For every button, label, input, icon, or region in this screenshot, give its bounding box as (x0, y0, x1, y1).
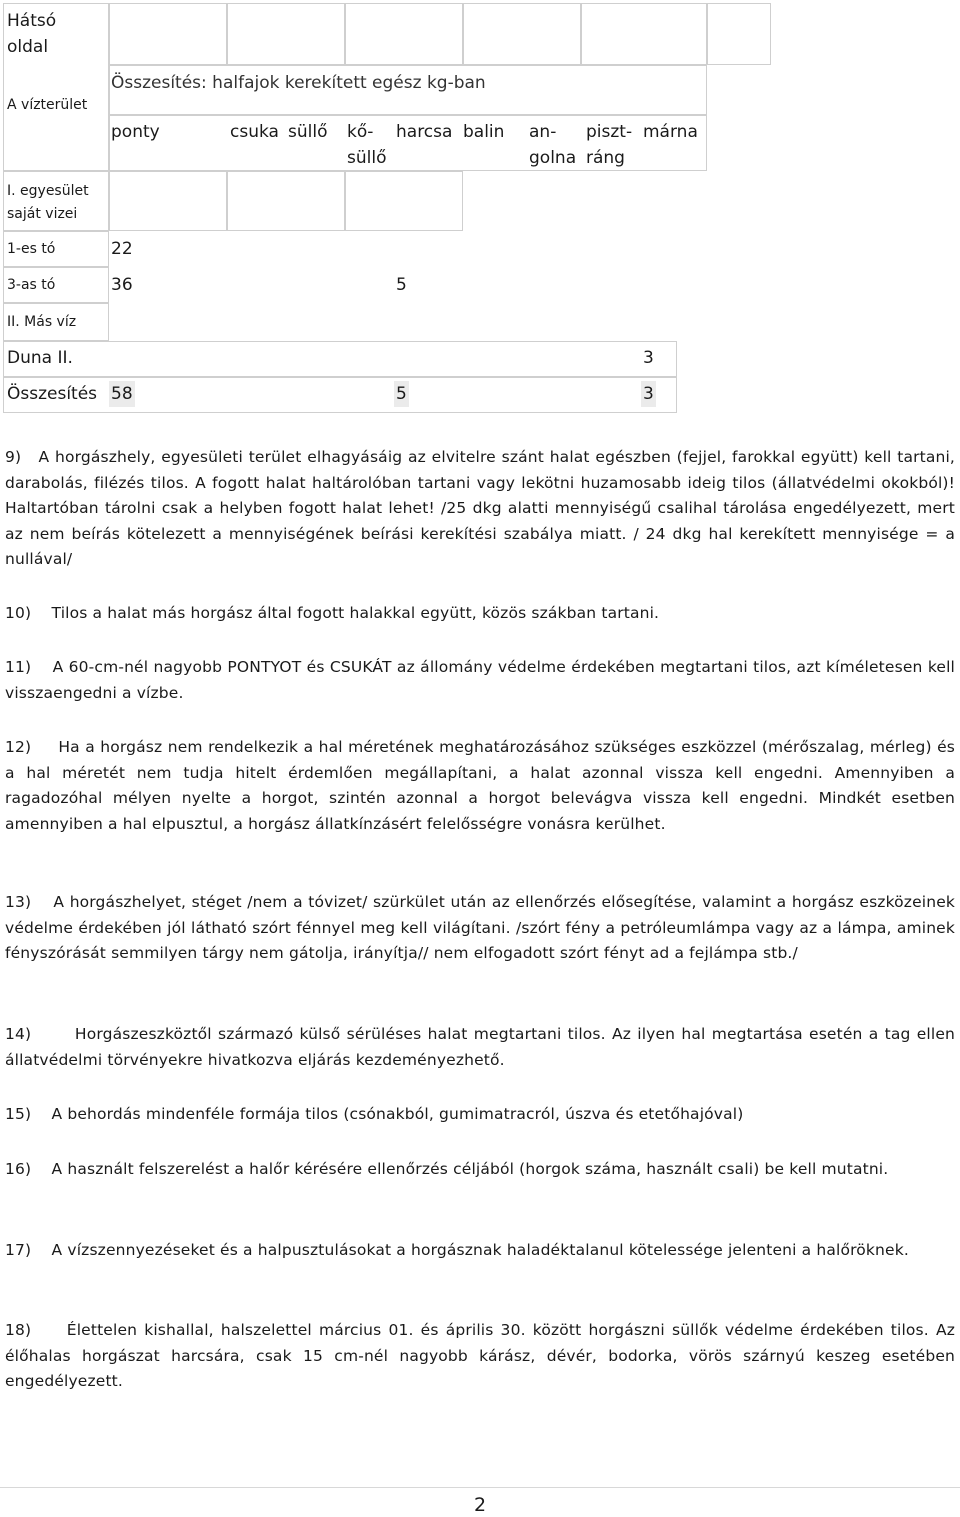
row-cell (3, 341, 677, 377)
species-balin: balin (463, 122, 505, 142)
value-lake3-harcsa: 5 (396, 275, 407, 295)
column-label-water-area: A vízterület (7, 97, 88, 113)
rule-13 (5, 890, 955, 967)
value-lake3-ponty: 36 (111, 275, 133, 295)
species-kosullo: kő-süllő (347, 122, 387, 168)
rule-14 (5, 1022, 955, 1073)
rule-text: Élettelen kishallal, halszelettel március 01. és április 30. között horgászni süllők védelme érdekében tilos. Az élőhalas horgászat harcsára, csak 15 cm-nél nagyobb kárász, dévér, bodorka, vörös szárnyú keszeg esetében engedélyezett. (5, 1321, 955, 1390)
rule-9 (5, 445, 955, 573)
rule-number: 17) (5, 1241, 32, 1259)
rule-number: 11) (5, 658, 32, 676)
rule-16 (5, 1157, 955, 1183)
rule-10 (5, 601, 955, 627)
header-cell-title (109, 3, 227, 65)
rule-18 (5, 1318, 955, 1395)
rule-text: A horgászhely, egyesületi terület elhagyásáig az elvitelre szánt halat egészben (fejjel, farokkal együtt) kell tartani, darabolás, filézés tilos. A fogott halat haltárolóban tartani vagy lekötni huzamosabb ideig tilos (állatvédelmi okokból)! Haltartóban tárolni csak a helyben fogott halat lehet! /25 dkg alatti mennyiségű csalihal tárolása engedélyezett, mert az nem beírás kötelezett a mennyiségének beírási kerekítési szabálya miatt. / 24 dkg hal kerekített mennyisége = a nullával/ (5, 448, 956, 568)
row-label-duna: Duna II. (7, 348, 73, 368)
row-label-other-water: II. Más víz (7, 314, 77, 330)
header-cell-blank (227, 3, 345, 65)
species-sullo: süllő (288, 122, 328, 142)
rule-number: 9) (5, 448, 22, 466)
row-label-lake-1: 1-es tó (7, 241, 56, 257)
row-label-total: Összesítés (7, 384, 98, 404)
rule-15 (5, 1102, 955, 1128)
species-csuka: csuka (230, 122, 279, 142)
header-cell-blank (345, 3, 463, 65)
rule-number: 18) (5, 1321, 32, 1339)
rule-text: A használt felszerelést a halőr kérésére ellenőrzés céljából (horgok száma, használt csali) be kell mutatni. (51, 1160, 889, 1178)
rule-11 (5, 655, 955, 706)
species-harcsa: harcsa (396, 122, 453, 142)
footer-divider (0, 1487, 960, 1488)
rule-text: Ha a horgász nem rendelkezik a hal méretének meghatározásához szükséges eszközzel (mérőszalag, mérleg) és a hal méretét nem tudja hitelt érdemlően megállapítani, a halat azonnal vissza kell engedni. Amennyiben a ragadozóhal mélyen nyelte a horgot, szintén azonnal a horgot belevágva vissza kell engedni. Mindkét esetben amennyiben a hal elpusztul, a horgász állatkínzásért felelősségre vonásra kerülhet. (5, 738, 955, 833)
rule-number: 16) (5, 1160, 32, 1178)
row-cell (3, 377, 677, 413)
summary-title: Összesítés: halfajok kerekített egész kg-ban (111, 73, 486, 93)
value-total-pisztrang: 3 (641, 381, 656, 407)
species-marna: márna (643, 122, 698, 142)
rule-text: A behordás mindenféle formája tilos (csónakból, gumimatracról, úszva és etetőhajóval) (51, 1105, 744, 1123)
rule-number: 13) (5, 893, 32, 911)
species-angolna: an-golna (529, 122, 577, 168)
row-cell (345, 171, 463, 231)
value-duna-pisztrang: 3 (643, 348, 654, 368)
rule-text: A horgászhelyet, stéget /nem a tóvizet/ szürkület után az ellenőrzés elősegítése, valamint a horgász eszközeinek védelme érdekében jól látható szórt fénnyel meg kell világítani. /szórt fény a petróleumlámpa vagy az a lámpa, aminek fényszórását semmilyen tárgy nem gátolja, irányítja// nem elfogadott szórt fényt ad a fejlámpa stb./ (5, 893, 956, 962)
species-ponty: ponty (111, 122, 160, 142)
value-lake1-ponty: 22 (111, 239, 133, 259)
value-total-ponty: 58 (109, 381, 135, 407)
row-cell (109, 171, 227, 231)
row-label-lake-3: 3-as tó (7, 277, 56, 293)
rule-number: 14) (5, 1025, 32, 1043)
header-cell-blank (707, 3, 771, 65)
row-cell (227, 171, 345, 231)
rule-number: 15) (5, 1105, 32, 1123)
rule-number: 10) (5, 604, 32, 622)
rule-12 (5, 735, 955, 837)
rule-number: 12) (5, 738, 32, 756)
header-cell-blank (463, 3, 581, 65)
header-cell-blank (581, 3, 707, 65)
corner-label: Hátsó oldal (7, 11, 57, 57)
rule-text: Tilos a halat más horgász által fogott halakkal együtt, közös szákban tartani. (51, 604, 660, 622)
value-total-harcsa: 5 (394, 381, 409, 407)
rule-text: A vízszennyezéseket és a halpusztulásokat a horgásznak haladéktalanul kötelessége jelenteni a halőröknek. (51, 1241, 909, 1259)
species-pisztrang: piszt-ráng (586, 122, 633, 168)
rule-text: A 60-cm-nél nagyobb PONTYOT és CSUKÁT az állomány védelme érdekében megtartani tilos, azt kíméletesen kell visszaengedni a vízbe. (5, 658, 955, 702)
page-number: 2 (473, 1494, 487, 1516)
rule-text: Horgászeszköztől származó külső sérüléses halat megtartani tilos. Az ilyen hal megtartása esetén a tag ellen állatvédelmi törvényekre hivatkozva eljárás kezdeményezhető. (5, 1025, 955, 1069)
row-label-own-waters: I. egyesület saját vizei (7, 183, 89, 222)
rule-17 (5, 1238, 955, 1264)
